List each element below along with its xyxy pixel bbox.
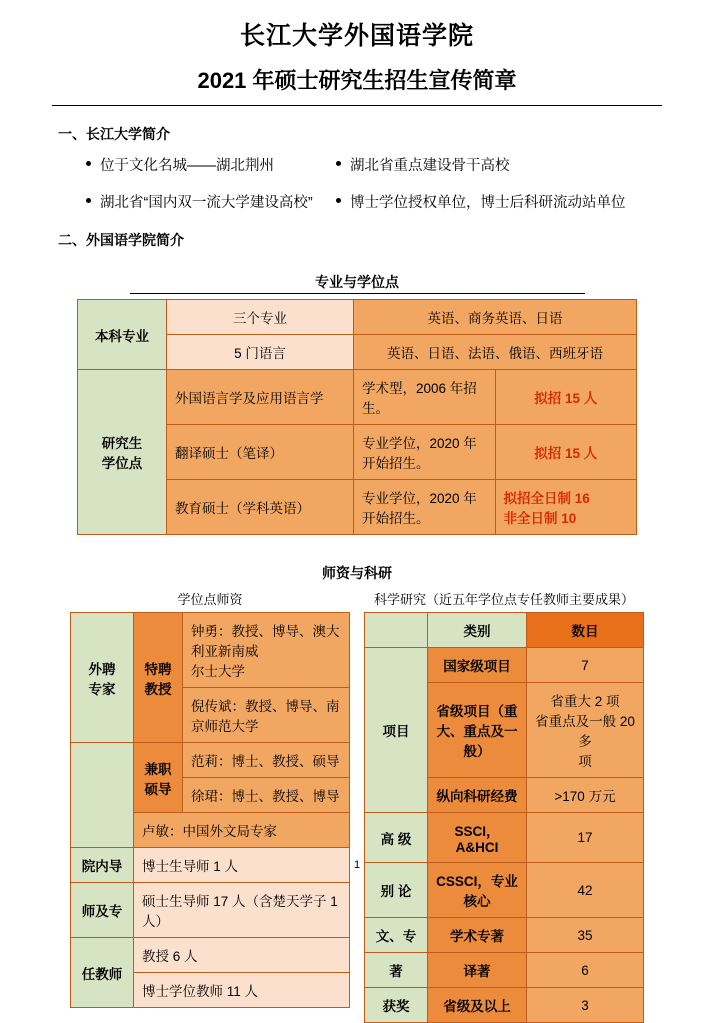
- row-label-graduate: [78, 370, 167, 535]
- table-row: [365, 918, 644, 953]
- research-column-caption: 科学研究（近五年学位点专任教师主要成果）: [373, 592, 634, 607]
- bullet-dot-icon: [336, 161, 341, 166]
- faculty-entry-line2: 尔士大学: [191, 664, 245, 679]
- research-value-line2: 省重点及一般 20 多: [535, 714, 635, 749]
- bullet-text: 博士学位授权单位，博士后科研流动站单位: [350, 195, 626, 211]
- title-divider: [52, 105, 662, 106]
- faculty-label-internal-line1: 院内导: [71, 848, 134, 883]
- faculty-table: [70, 612, 350, 1008]
- table-row: [78, 300, 637, 335]
- row-label-graduate-line1: 研究生: [101, 436, 143, 451]
- cell-quota-translation: 拟招 15 人: [495, 425, 637, 480]
- faculty-column-caption: 学位点师资: [177, 592, 243, 607]
- faculty-label-internal-line2: 师及专: [71, 883, 134, 938]
- document-subtitle: 2021 年硕士研究生招生宣传简章: [197, 68, 517, 93]
- research-label-publications-line4: 著: [365, 953, 428, 988]
- faculty-internal-master-advisors: 硕士生导师 17 人（含楚天学子 1 人）: [134, 883, 350, 938]
- cell-quota-linguistics: 拟招 15 人: [495, 370, 637, 425]
- document-title: 长江大学外国语学院: [239, 22, 474, 50]
- cell-program-name-translation: 翻译硕士（笔译）: [167, 425, 354, 480]
- bullet-dot-icon: [86, 198, 91, 203]
- cell-program-type-linguistics: 学术型，2006 年招生。: [354, 370, 496, 425]
- majors-table-caption: 专业与学位点: [315, 274, 399, 290]
- faculty-label-internal-line3: 任教师: [71, 938, 134, 1008]
- table-row: [365, 613, 644, 648]
- research-label-publications-line1: 高 级: [365, 813, 428, 863]
- faculty-sub-line1: 特聘: [144, 661, 172, 677]
- research-sub-line2: 大、重点及一般）: [436, 724, 518, 759]
- faculty-internal-professors: 教授 6 人: [134, 938, 350, 973]
- research-label-awards: 获奖: [365, 988, 428, 1023]
- research-value-funding: >170 万元: [527, 778, 644, 813]
- research-value-provincial-projects: [527, 683, 644, 778]
- research-value-monographs: 35: [527, 918, 644, 953]
- faculty-label-external-spacer: [71, 743, 134, 848]
- research-header-category: 类别: [428, 613, 527, 648]
- bullet-dot-icon: [336, 198, 341, 203]
- cell-quota-education-fulltime: 拟招全日制 16: [503, 491, 590, 506]
- bullet-text: 湖北省“国内双一流大学建设高校”: [100, 195, 313, 211]
- bullet-row: [86, 154, 666, 175]
- row-label-undergraduate: 本科专业: [78, 300, 167, 370]
- faculty-label-external-line1: 外聘: [88, 661, 116, 677]
- table-row: [365, 953, 644, 988]
- section-heading-college: 二、外国语学院简介: [58, 232, 184, 248]
- bullet-dot-icon: [86, 161, 91, 166]
- table-row: [365, 988, 644, 1023]
- faculty-label-external-line2: 专家: [88, 681, 116, 697]
- bullet-text: 位于文化名城——湖北荆州: [100, 158, 274, 174]
- research-label-publications-line3: 文、专: [365, 918, 428, 953]
- cell-undergrad-languages-list: 英语、日语、法语、俄语、西班牙语: [354, 335, 637, 370]
- faculty-sub-line2: 教授: [144, 681, 172, 697]
- cell-quota-education: [495, 480, 637, 535]
- document-page: [0, 16, 714, 1014]
- table-row: [71, 883, 350, 938]
- cell-undergrad-languages-count: 5 门语言: [167, 335, 354, 370]
- research-label-projects: 项目: [365, 648, 428, 813]
- bullet-item: [86, 154, 336, 175]
- table-row: [365, 813, 644, 863]
- research-column: [364, 589, 644, 1023]
- row-label-graduate-line2: 学位点: [101, 456, 143, 471]
- cell-undergrad-majors-count: 三个专业: [167, 300, 354, 335]
- research-value-translations: 6: [527, 953, 644, 988]
- bullet-item: [336, 191, 656, 212]
- research-sub-cssci: CSSCI，专业核心: [428, 863, 527, 918]
- cell-quota-education-parttime: 非全日制 10: [503, 511, 577, 526]
- research-sub-translations: 译著: [428, 953, 527, 988]
- table-row: [71, 743, 350, 778]
- research-sub-funding: 纵向科研经费: [428, 778, 527, 813]
- faculty-entry-line1: 钟勇：教授、博导、澳大利亚新南威: [191, 624, 340, 659]
- table-row: [71, 613, 350, 688]
- research-label-publications-line2: 别 论: [365, 863, 428, 918]
- table-row: [71, 938, 350, 973]
- faculty-sub-line2: 硕导: [144, 781, 172, 797]
- section-heading-university: 一、长江大学简介: [58, 126, 170, 142]
- cell-program-type-translation: 专业学位，2020 年开始招生。: [354, 425, 496, 480]
- research-sub-national-projects: 国家级项目: [428, 648, 527, 683]
- majors-caption-underline: [130, 293, 585, 294]
- faculty-research-caption: 师资与科研: [322, 565, 392, 581]
- faculty-entry-nichuanbin: 倪传斌：教授、博导、南京师范大学: [183, 688, 350, 743]
- research-table: [364, 612, 644, 1023]
- faculty-sub-distinguished-professor: [134, 613, 183, 743]
- faculty-internal-doctoral-advisors: 博士生导师 1 人: [134, 848, 350, 883]
- page-number: 1: [353, 859, 361, 871]
- faculty-research-area: [0, 589, 714, 1023]
- faculty-sub-line1: 兼职: [144, 761, 172, 777]
- table-row: [365, 648, 644, 683]
- university-bullet-list: [86, 154, 666, 212]
- faculty-internal-phd-teachers: 博士学位教师 11 人: [134, 973, 350, 1008]
- faculty-entry-lumin: 卢敏：中国外文局专家: [134, 813, 350, 848]
- faculty-entry-zhongyong: [183, 613, 350, 688]
- majors-table: [77, 299, 637, 535]
- research-sub-awards: 省级及以上: [428, 988, 527, 1023]
- cell-program-name-education: 教育硕士（学科英语）: [167, 480, 354, 535]
- bullet-row: [86, 191, 666, 212]
- research-value-line3: 项: [578, 754, 592, 769]
- research-value-national-projects: 7: [527, 648, 644, 683]
- research-value-cssci: 42: [527, 863, 644, 918]
- cell-undergrad-majors-list: 英语、商务英语、日语: [354, 300, 637, 335]
- faculty-label-external: [71, 613, 134, 743]
- faculty-sub-adjunct-advisor: [134, 743, 183, 813]
- research-sub-line1: 省级项目（重: [436, 704, 518, 719]
- research-header-count: 数目: [527, 613, 644, 648]
- research-value-line1: 省重大 2 项: [550, 694, 620, 709]
- cell-program-type-education: 专业学位，2020 年开始招生。: [354, 480, 496, 535]
- bullet-item: [86, 191, 336, 212]
- research-value-awards: 3: [527, 988, 644, 1023]
- faculty-entry-xujun: 徐珺：博士、教授、博导: [183, 778, 350, 813]
- bullet-item: [336, 154, 656, 175]
- research-sub-ssci: SSCI，A&HCI: [428, 813, 527, 863]
- bullet-text: 湖北省重点建设骨干高校: [350, 158, 510, 174]
- faculty-column: [70, 589, 350, 1023]
- research-value-ssci: 17: [527, 813, 644, 863]
- faculty-entry-fanli: 范莉：博士、教授、硕导: [183, 743, 350, 778]
- research-header-blank: [365, 613, 428, 648]
- research-sub-monographs: 学术专著: [428, 918, 527, 953]
- table-row: [78, 370, 637, 425]
- research-sub-provincial-projects: [428, 683, 527, 778]
- cell-program-name-linguistics: 外国语言学及应用语言学: [167, 370, 354, 425]
